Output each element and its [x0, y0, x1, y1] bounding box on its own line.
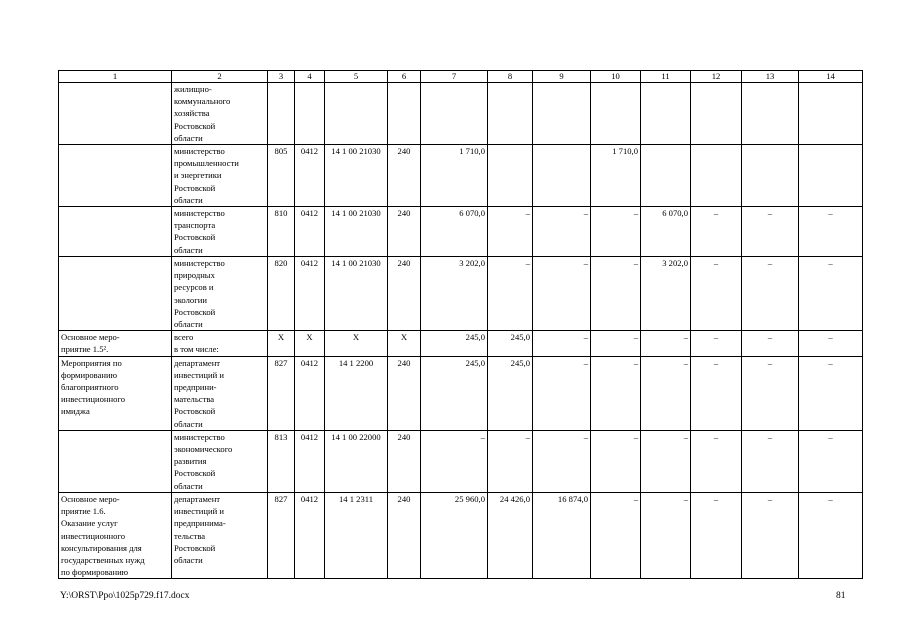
row-name-cell: Основное меро- приятие 1.5². — [59, 331, 172, 356]
csr-cell: 14 1 2200 — [325, 356, 388, 430]
total-cell: 245,0 — [421, 356, 488, 430]
value-cell: – — [533, 356, 591, 430]
row-name-cell — [59, 83, 172, 145]
value-cell: – — [799, 257, 863, 331]
total-cell: 25 960,0 — [421, 492, 488, 578]
value-cell — [641, 145, 691, 207]
rzpr-cell: 0412 — [295, 207, 325, 257]
value-cell: – — [691, 356, 742, 430]
table-row — [59, 492, 863, 578]
value-cell: – — [591, 257, 641, 331]
vr-cell: 240 — [388, 207, 421, 257]
value-cell: – — [742, 356, 799, 430]
rzpr-cell: 0412 — [295, 430, 325, 492]
value-cell: – — [533, 257, 591, 331]
value-cell: – — [799, 331, 863, 356]
csr-cell: Х — [325, 331, 388, 356]
grbs-cell: 827 — [268, 492, 295, 578]
value-cell: 245,0 — [488, 331, 533, 356]
value-cell: 3 202,0 — [641, 257, 691, 331]
csr-cell: 14 1 00 21030 — [325, 145, 388, 207]
value-cell: – — [691, 331, 742, 356]
total-cell: 3 202,0 — [421, 257, 488, 331]
csr-cell: 14 1 00 21030 — [325, 257, 388, 331]
value-cell: – — [533, 430, 591, 492]
vr-cell: 240 — [388, 356, 421, 430]
page-number: 81 — [836, 591, 846, 601]
column-header: 8 — [488, 71, 533, 83]
value-cell: – — [591, 430, 641, 492]
vr-cell: 240 — [388, 492, 421, 578]
total-cell — [421, 83, 488, 145]
grbs-cell: 813 — [268, 430, 295, 492]
executor-cell: департамент инвестиций и предпринима- тельства Ростовской области — [172, 492, 268, 578]
executor-cell: департамент инвестиций и предприни- мательства Ростовской области — [172, 356, 268, 430]
value-cell: 245,0 — [488, 356, 533, 430]
row-name-cell — [59, 257, 172, 331]
value-cell: – — [641, 331, 691, 356]
value-cell: – — [691, 207, 742, 257]
value-cell — [533, 83, 591, 145]
value-cell: – — [742, 430, 799, 492]
value-cell — [488, 145, 533, 207]
value-cell: – — [533, 331, 591, 356]
column-header: 13 — [742, 71, 799, 83]
value-cell — [641, 83, 691, 145]
column-header: 3 — [268, 71, 295, 83]
value-cell — [799, 83, 863, 145]
rzpr-cell: 0412 — [295, 492, 325, 578]
column-header: 9 — [533, 71, 591, 83]
value-cell: 24 426,0 — [488, 492, 533, 578]
value-cell: – — [488, 430, 533, 492]
total-cell: 245,0 — [421, 331, 488, 356]
value-cell: – — [488, 207, 533, 257]
vr-cell: Х — [388, 331, 421, 356]
vr-cell: 240 — [388, 257, 421, 331]
column-header: 7 — [421, 71, 488, 83]
row-name-cell — [59, 207, 172, 257]
table-row — [59, 83, 863, 145]
vr-cell: 240 — [388, 430, 421, 492]
table-row — [59, 331, 863, 356]
csr-cell — [325, 83, 388, 145]
csr-cell: 14 1 00 21030 — [325, 207, 388, 257]
value-cell: – — [591, 492, 641, 578]
grbs-cell: 805 — [268, 145, 295, 207]
value-cell: 16 874,0 — [533, 492, 591, 578]
column-number-row — [59, 71, 863, 83]
column-header: 4 — [295, 71, 325, 83]
value-cell: – — [742, 492, 799, 578]
value-cell: – — [799, 492, 863, 578]
column-header: 12 — [691, 71, 742, 83]
value-cell: – — [742, 207, 799, 257]
value-cell: – — [691, 257, 742, 331]
executor-cell: жилищно- коммунального хозяйства Ростовской области — [172, 83, 268, 145]
budget-table — [58, 70, 863, 579]
column-header: 11 — [641, 71, 691, 83]
row-name-cell: Мероприятия по формированию благоприятного инвестиционного имиджа — [59, 356, 172, 430]
vr-cell: 240 — [388, 145, 421, 207]
value-cell — [533, 145, 591, 207]
value-cell: 1 710,0 — [591, 145, 641, 207]
value-cell: – — [691, 492, 742, 578]
executor-cell: министерство транспорта Ростовской области — [172, 207, 268, 257]
value-cell: – — [591, 207, 641, 257]
csr-cell: 14 1 00 22000 — [325, 430, 388, 492]
value-cell: – — [488, 257, 533, 331]
executor-cell: всего в том числе: — [172, 331, 268, 356]
table-row — [59, 356, 863, 430]
row-name-cell: Основное меро- приятие 1.6. Оказание услуг инвестиционного консультирования для государственных нужд по формированию — [59, 492, 172, 578]
grbs-cell: 810 — [268, 207, 295, 257]
table-row — [59, 430, 863, 492]
csr-cell: 14 1 2311 — [325, 492, 388, 578]
value-cell — [488, 83, 533, 145]
value-cell: – — [691, 430, 742, 492]
value-cell — [691, 83, 742, 145]
total-cell: 1 710,0 — [421, 145, 488, 207]
rzpr-cell: Х — [295, 331, 325, 356]
vr-cell — [388, 83, 421, 145]
executor-cell: министерство промышленности и энергетики Ростовской области — [172, 145, 268, 207]
grbs-cell — [268, 83, 295, 145]
value-cell: – — [533, 207, 591, 257]
row-name-cell — [59, 145, 172, 207]
value-cell: – — [641, 492, 691, 578]
value-cell: – — [641, 430, 691, 492]
value-cell: – — [799, 207, 863, 257]
rzpr-cell: 0412 — [295, 356, 325, 430]
value-cell: 6 070,0 — [641, 207, 691, 257]
executor-cell: министерство экономического развития Ростовской области — [172, 430, 268, 492]
rzpr-cell: 0412 — [295, 257, 325, 331]
value-cell: – — [591, 331, 641, 356]
grbs-cell: Х — [268, 331, 295, 356]
value-cell — [742, 83, 799, 145]
table-row — [59, 207, 863, 257]
column-header: 1 — [59, 71, 172, 83]
value-cell — [591, 83, 641, 145]
column-header: 10 — [591, 71, 641, 83]
value-cell: – — [742, 257, 799, 331]
total-cell: – — [421, 430, 488, 492]
value-cell: – — [799, 356, 863, 430]
table-row — [59, 145, 863, 207]
value-cell: – — [591, 356, 641, 430]
column-header: 6 — [388, 71, 421, 83]
rzpr-cell: 0412 — [295, 145, 325, 207]
footer-file-path: Y:\ORST\Ppo\1025p729.f17.docx — [60, 591, 190, 601]
value-cell: – — [742, 331, 799, 356]
total-cell: 6 070,0 — [421, 207, 488, 257]
value-cell — [691, 145, 742, 207]
column-header: 14 — [799, 71, 863, 83]
value-cell: – — [641, 356, 691, 430]
grbs-cell: 820 — [268, 257, 295, 331]
column-header: 5 — [325, 71, 388, 83]
rzpr-cell — [295, 83, 325, 145]
table-row — [59, 257, 863, 331]
executor-cell: министерство природных ресурсов и экологии Ростовской области — [172, 257, 268, 331]
grbs-cell: 827 — [268, 356, 295, 430]
value-cell: – — [799, 430, 863, 492]
value-cell — [742, 145, 799, 207]
value-cell — [799, 145, 863, 207]
row-name-cell — [59, 430, 172, 492]
column-header: 2 — [172, 71, 268, 83]
